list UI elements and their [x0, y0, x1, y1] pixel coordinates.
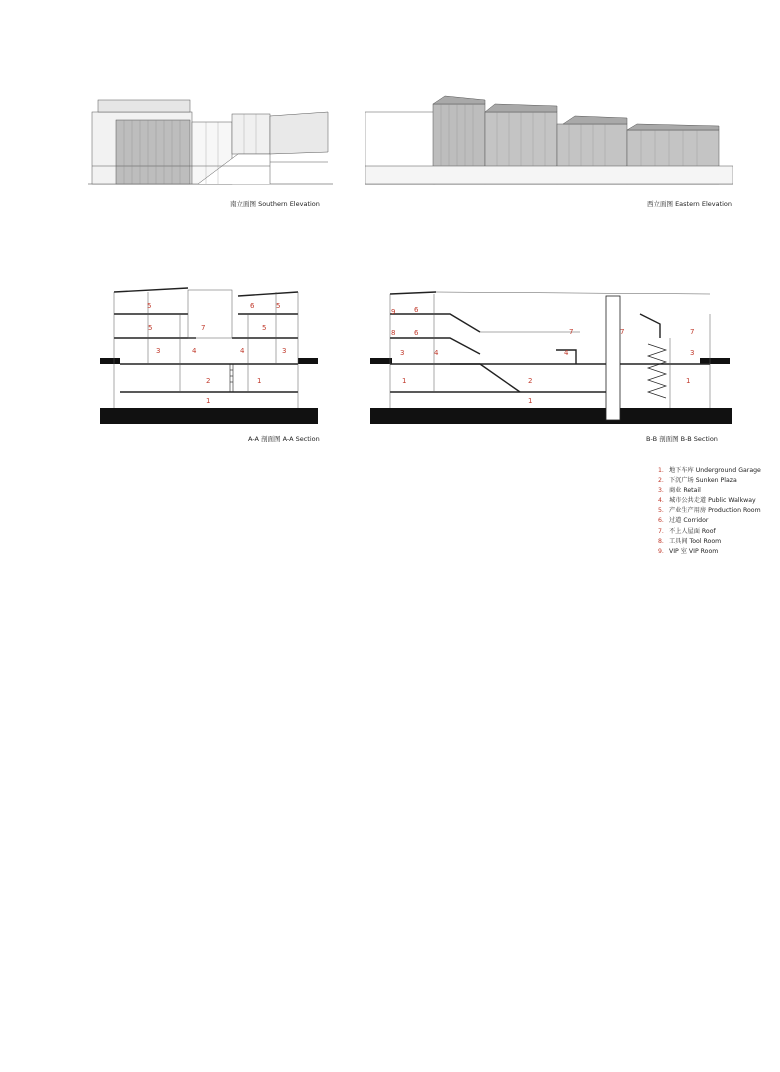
room-label: 6 — [414, 329, 419, 337]
legend-item: 6. 过道 Corridor — [658, 517, 709, 525]
aa-section-caption: A-A 剖面图 A-A Section — [248, 435, 320, 443]
room-label: 1 — [257, 377, 262, 385]
legend-item: 9. VIP 室 VIP Room — [658, 547, 719, 555]
room-label: 3 — [690, 349, 695, 357]
bb-section-drawing — [370, 284, 732, 426]
room-label: 7 — [569, 328, 574, 336]
legend-item: 7. 不上人屋面 Roof — [658, 527, 716, 535]
room-label: 5 — [262, 324, 267, 332]
room-label: 3 — [282, 347, 287, 355]
bb-section-caption: B-B 剖面图 B-B Section — [646, 435, 718, 443]
room-label: 4 — [192, 347, 197, 355]
room-label: 4 — [434, 349, 439, 357]
aa-section-drawing — [100, 284, 320, 426]
room-label: 3 — [400, 349, 405, 357]
room-label: 5 — [276, 302, 281, 310]
legend-item: 4. 城市公共走道 Public Walkway — [658, 497, 756, 505]
room-label: 4 — [240, 347, 245, 355]
room-label: 7 — [690, 328, 695, 336]
eastern-elevation-drawing — [365, 92, 733, 188]
room-label: 7 — [201, 324, 206, 332]
room-label: 2 — [528, 377, 533, 385]
room-legend — [658, 466, 761, 557]
room-label: 6 — [250, 302, 255, 310]
room-label: 2 — [206, 377, 211, 385]
room-label: 1 — [528, 397, 533, 405]
room-label: 1 — [402, 377, 407, 385]
legend-item: 5. 产业生产用房 Production Room — [658, 507, 761, 515]
room-label: 1 — [206, 397, 211, 405]
room-label: 5 — [147, 302, 152, 310]
room-label: 6 — [414, 306, 419, 314]
room-label: 5 — [148, 324, 153, 332]
eastern-elevation-caption: 西立面图 Eastern Elevation — [647, 200, 733, 208]
room-label: 9 — [391, 308, 396, 316]
legend-item: 2. 下沉广场 Sunken Plaza — [658, 477, 737, 485]
legend-item: 1. 地下车库 Underground Garage — [658, 467, 761, 474]
southern-elevation-drawing — [88, 92, 333, 188]
legend-item: 8. 工具间 Tool Room — [658, 537, 722, 545]
room-label: 7 — [620, 328, 625, 336]
southern-elevation-caption: 南立面图 Southern Elevation — [230, 200, 320, 208]
room-label: 1 — [686, 377, 691, 385]
room-label: 8 — [391, 329, 396, 337]
room-label: 4 — [564, 349, 569, 357]
room-label: 3 — [156, 347, 161, 355]
legend-item: 3. 商业 Retail — [658, 487, 701, 495]
